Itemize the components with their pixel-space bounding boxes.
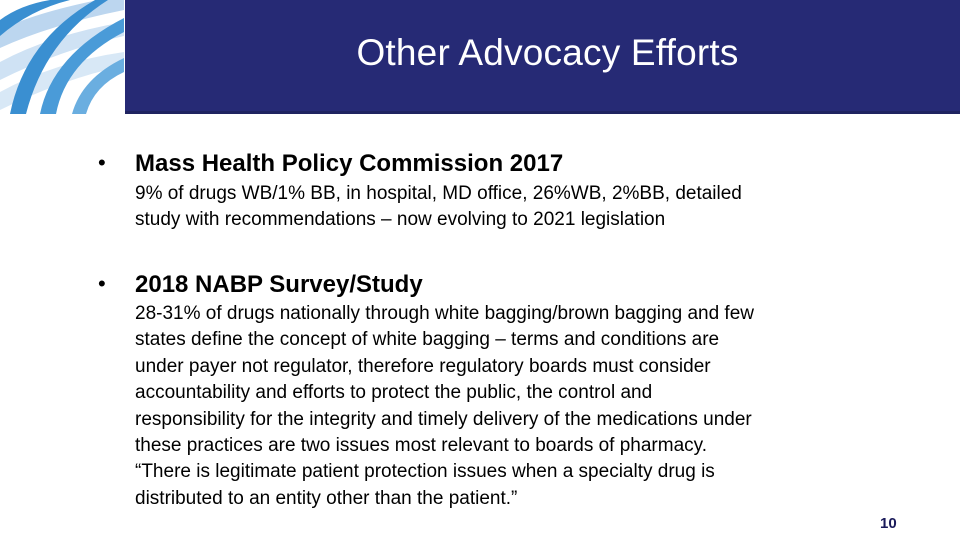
bullet-symbol: •	[98, 271, 106, 296]
body-line: study with recommendations – now evolving to 2021 legislation	[135, 209, 666, 231]
body-line: responsibility for the integrity and timely delivery of the medications under	[135, 408, 752, 430]
bullet-symbol: •	[98, 150, 106, 175]
body-line: distributed to an entity other than the patient.”	[135, 487, 518, 509]
body-line: “There is legitimate patient protection issues when a specialty drug is	[135, 461, 715, 483]
slide-title: Other Advocacy Efforts	[356, 32, 739, 73]
bullet-body	[135, 301, 865, 512]
body-line: accountability and efforts to protect the public, the control and	[135, 382, 653, 404]
bullet-body	[135, 181, 865, 234]
body-line: these practices are two issues most relevant to boards of pharmacy.	[135, 435, 708, 457]
body-line: states define the concept of white bagging – terms and conditions are	[135, 329, 720, 351]
body-line: under payer not regulator, therefore regulatory boards must consider	[135, 355, 711, 377]
bullet-heading: 2018 NABP Survey/Study	[135, 271, 423, 298]
body-line: 9% of drugs WB/1% BB, in hospital, MD office, 26%WB, 2%BB, detailed	[135, 183, 742, 204]
bullet-heading: Mass Health Policy Commission 2017	[135, 150, 564, 177]
page-number: 10	[880, 515, 897, 532]
body-line: 28-31% of drugs nationally through white bagging/brown bagging and few	[135, 303, 754, 324]
